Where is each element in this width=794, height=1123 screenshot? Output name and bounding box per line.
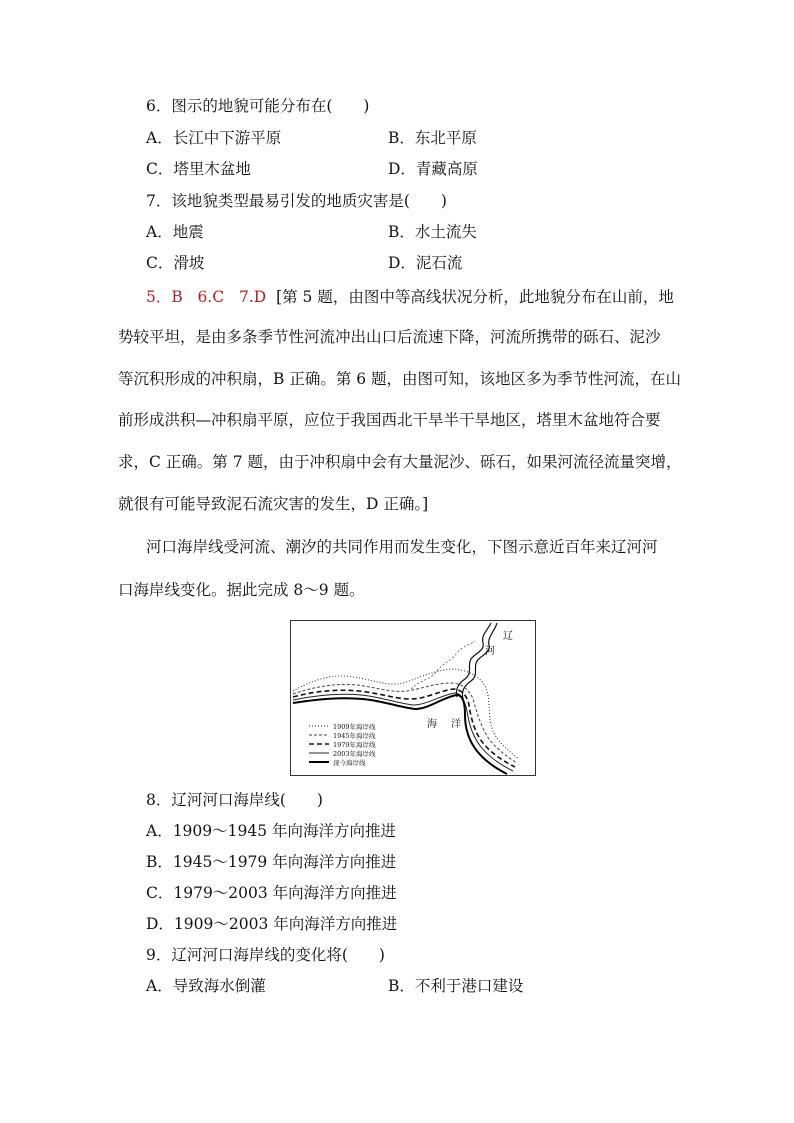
explanation-line-3: 等沉积形成的冲积扇，B 正确。第 6 题，由图可知，该地区多为季节性河流，在山: [118, 370, 682, 388]
q6-option-c: C．塔里木盆地: [146, 160, 251, 178]
q8-option-d: D．1909～2003 年向海洋方向推进: [146, 915, 398, 933]
q8-option-c: C．1979～2003 年向海洋方向推进: [146, 884, 397, 902]
q8-option-b: B．1945～1979 年向海洋方向推进: [146, 853, 397, 871]
answer-5: 5．B: [146, 288, 183, 306]
legend-label-current: 现今海岸线: [333, 759, 366, 767]
q6-option-d: D．青藏高原: [388, 160, 478, 178]
legend-label-1909: 1909年海岸线: [333, 723, 376, 731]
q6-option-b: B．东北平原: [388, 129, 477, 147]
q7-option-a: A．地震: [146, 223, 204, 241]
answer-7: 7.D: [238, 288, 267, 306]
river-label-he: 河: [485, 646, 495, 657]
map-legend: [309, 722, 376, 767]
q9-stem: 9．辽河河口海岸线的变化将( ): [146, 946, 385, 964]
river-label-liao: 辽: [503, 631, 513, 642]
q6-stem: 6．图示的地貌可能分布在( ): [146, 97, 370, 115]
explanation-line-6: 就很有可能导致泥石流灾害的发生，D 正确。]: [118, 495, 429, 513]
q7-option-c: C．滑坡: [146, 254, 205, 272]
explanation-line-1: [第 5 题，由图中等高线状况分析，此地貌分布在山前，地: [276, 288, 674, 306]
answer-6: 6.C: [197, 288, 225, 306]
legend-label-1979: 1979年海岸线: [333, 741, 376, 749]
explanation-line-5: 求，C 正确。第 7 题，由于冲积扇中会有大量泥沙、砾石，如果河流径流量突增，: [118, 453, 682, 471]
q7-stem: 7．该地貌类型最易引发的地质灾害是( ): [146, 192, 447, 210]
q7-option-b: B．水土流失: [388, 223, 477, 241]
q8-stem: 8．辽河河口海岸线( ): [146, 791, 323, 809]
sea-label-yang: 洋: [451, 719, 461, 730]
coastline-map-figure: [290, 620, 536, 776]
answer-line-1: [146, 287, 674, 307]
q9-option-a: A．导致海水倒灌: [146, 977, 266, 995]
q6-option-a: A．长江中下游平原: [146, 129, 282, 147]
sea-label-hai: 海: [427, 719, 437, 730]
legend-label-2003: 2003年海岸线: [333, 750, 376, 758]
coastline-1909: [293, 669, 519, 759]
intro-line-2: 口海岸线变化。据此完成 8～9 题。: [118, 581, 365, 599]
intro-line-1: 河口海岸线受河流、潮汐的共同作用而发生变化，下图示意近百年来辽河河: [146, 538, 658, 556]
q9-option-b: B．不利于港口建设: [388, 977, 524, 995]
coastline-2003: [293, 693, 513, 771]
coastline-map: [291, 621, 535, 775]
explanation-line-2: 势较平坦，是由多条季节性河流冲出山口后流速下降，河流所携带的砾石、泥沙: [118, 328, 661, 346]
q8-option-a: A．1909～1945 年向海洋方向推进: [146, 822, 397, 840]
q7-option-d: D．泥石流: [388, 254, 463, 272]
river-bank-east: [462, 623, 497, 699]
explanation-line-4: 前形成洪积—冲积扇平原，应位于我国西北干旱半干旱地区，塔里木盆地符合要: [118, 411, 661, 429]
legend-label-1945: 1945年海岸线: [333, 732, 376, 740]
river-meander: [411, 641, 475, 689]
